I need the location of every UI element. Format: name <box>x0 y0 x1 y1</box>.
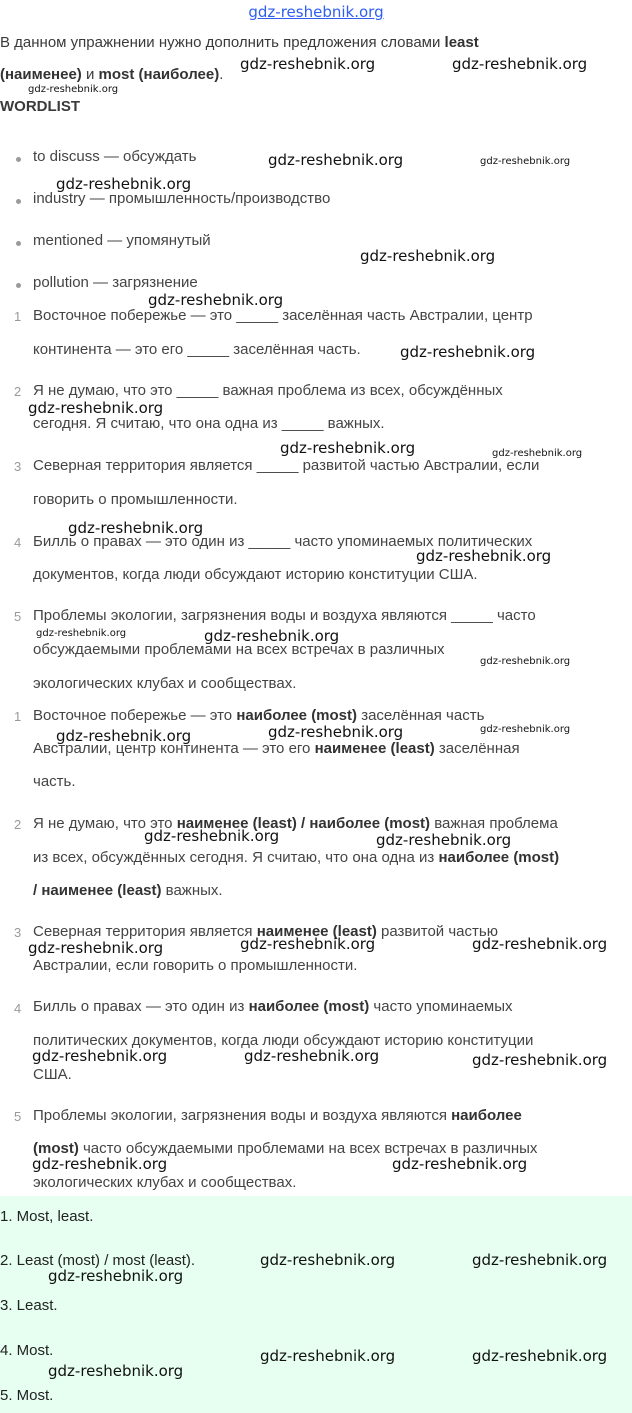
filled-line: политических документов, когда люди обсуждают историю конституции <box>33 1032 534 1049</box>
exercise-line: Восточное побережье — это _____ заселённая часть Австралии, центр <box>33 307 533 324</box>
watermark: gdz-reshebnik.org <box>268 723 404 741</box>
watermark: gdz-reshebnik.org <box>56 175 192 193</box>
intro-line-2 <box>0 66 223 83</box>
filled-line: США. <box>33 1066 72 1083</box>
watermark: gdz-reshebnik.org <box>472 1251 608 1269</box>
exercise-number: 1 <box>14 309 22 324</box>
exercise-number: 5 <box>14 609 22 624</box>
exercise-line: экологических клубах и сообществах. <box>33 675 297 692</box>
filled-number: 1 <box>14 709 22 724</box>
answer-item: 1. Most, least. <box>0 1208 94 1225</box>
wordlist-item: mentioned — упомянутый <box>33 232 211 249</box>
exercise-line: обсуждаемыми проблемами на всех встречах в различных <box>33 641 445 658</box>
watermark: gdz-reshebnik.org <box>472 1347 608 1365</box>
watermark: gdz-reshebnik.org <box>260 1251 396 1269</box>
wordlist-item: to discuss — обсуждать <box>33 148 197 165</box>
watermark: gdz-reshebnik.org <box>32 1155 168 1173</box>
filled-line: Билль о правах — это один из наиболее (most) часто упоминаемых <box>33 998 513 1015</box>
filled-line: Восточное побережье — это наиболее (most) заселённая часть <box>33 707 485 724</box>
watermark: gdz-reshebnik.org <box>36 628 127 639</box>
watermark: gdz-reshebnik.org <box>280 439 416 457</box>
bullet-icon <box>16 157 21 162</box>
watermark: gdz-reshebnik.org <box>240 935 376 953</box>
watermark: gdz-reshebnik.org <box>492 448 583 459</box>
watermark: gdz-reshebnik.org <box>56 727 192 745</box>
watermark: gdz-reshebnik.org <box>472 935 608 953</box>
filled-line: из всех, обсуждённых сегодня. Я считаю, что она одна из наиболее (most) <box>33 849 560 866</box>
answers-panel <box>0 1196 632 1413</box>
intro-line-1 <box>0 34 479 51</box>
watermark: gdz-reshebnik.org <box>28 399 164 417</box>
watermark: gdz-reshebnik.org <box>148 291 284 309</box>
filled-line: экологических клубах и сообществах. <box>33 1174 297 1191</box>
intro-and: и <box>81 66 99 83</box>
watermark: gdz-reshebnik.org <box>480 724 571 735</box>
filled-line: (most) часто обсуждаемыми проблемами на всех встречах в различных <box>33 1140 538 1157</box>
filled-number: 2 <box>14 817 22 832</box>
wordlist-title: WORDLIST <box>0 98 80 115</box>
filled-number: 4 <box>14 1001 22 1016</box>
watermark: gdz-reshebnik.org <box>400 343 536 361</box>
wordlist-item: pollution — загрязнение <box>33 274 198 291</box>
watermark: gdz-reshebnik.org <box>268 151 404 169</box>
bullet-icon <box>16 199 21 204</box>
watermark: gdz-reshebnik.org <box>204 627 340 645</box>
exercise-line: Я не думаю, что это _____ важная проблема из всех, обсуждённых <box>33 382 503 399</box>
watermark: gdz-reshebnik.org <box>32 1047 168 1065</box>
exercise-line: Билль о правах — это один из _____ часто упоминаемых политических <box>33 533 533 550</box>
exercise-line: Северная территория является _____ развитой частью Австралии, если <box>33 457 540 474</box>
watermark: gdz-reshebnik.org <box>28 84 119 95</box>
filled-line: Проблемы экологии, загрязнения воды и воздуха являются наиболее <box>33 1107 522 1124</box>
exercise-line: говорить о промышленности. <box>33 491 238 508</box>
watermark: gdz-reshebnik.org <box>472 1051 608 1069</box>
watermark-top[interactable]: gdz-reshebnik.org <box>248 3 384 21</box>
intro-paren-least: (наименее) <box>0 66 82 83</box>
filled-number: 3 <box>14 925 22 940</box>
intro-most: most <box>98 66 135 83</box>
exercise-line: континента — это его _____ заселённая часть. <box>33 341 361 358</box>
filled-line: Северная территория является наименее (least) развитой частью <box>33 923 498 940</box>
filled-line: Я не думаю, что это наименее (least) / наиболее (most) важная проблема <box>33 815 558 832</box>
watermark: gdz-reshebnik.org <box>360 247 496 265</box>
intro-least: least <box>444 34 479 51</box>
filled-line: / наименее (least) важных. <box>33 882 223 899</box>
filled-number: 5 <box>14 1109 22 1124</box>
watermark: gdz-reshebnik.org <box>480 656 571 667</box>
filled-line: Австралии, центр континента — это его наименее (least) заселённая <box>33 740 520 757</box>
watermark: gdz-reshebnik.org <box>68 519 204 537</box>
watermark: gdz-reshebnik.org <box>376 831 512 849</box>
watermark: gdz-reshebnik.org <box>144 827 280 845</box>
answer-item: 2. Least (most) / most (least). <box>0 1252 196 1269</box>
watermark: gdz-reshebnik.org <box>28 939 164 957</box>
watermark: gdz-reshebnik.org <box>392 1155 528 1173</box>
filled-line: часть. <box>33 773 76 790</box>
intro-paren-most: (наиболее) <box>138 66 220 83</box>
exercise-line: документов, когда люди обсуждают историю конституции США. <box>33 566 478 583</box>
intro-period: . <box>219 66 224 83</box>
exercise-line: сегодня. Я считаю, что она одна из _____ важных. <box>33 415 385 432</box>
filled-line: Австралии, если говорить о промышленности. <box>33 957 358 974</box>
watermark: gdz-reshebnik.org <box>48 1362 184 1380</box>
watermark: gdz-reshebnik.org <box>416 547 552 565</box>
wordlist-item: industry — промышленность/производство <box>33 190 331 207</box>
answer-item: 4. Most. <box>0 1342 54 1359</box>
exercise-number: 2 <box>14 384 22 399</box>
bullet-icon <box>16 241 21 246</box>
watermark: gdz-reshebnik.org <box>480 156 571 167</box>
intro-text: В данном упражнении нужно дополнить предложения словами <box>0 34 445 51</box>
bullet-icon <box>16 283 21 288</box>
exercise-number: 3 <box>14 459 22 474</box>
exercise-line: Проблемы экологии, загрязнения воды и воздуха являются _____ часто <box>33 607 536 624</box>
watermark: gdz-reshebnik.org <box>260 1347 396 1365</box>
watermark: gdz-reshebnik.org <box>244 1047 380 1065</box>
answer-item: 5. Most. <box>0 1387 54 1404</box>
watermark: gdz-reshebnik.org <box>48 1267 184 1285</box>
watermark: gdz-reshebnik.org <box>452 55 588 73</box>
watermark: gdz-reshebnik.org <box>240 55 376 73</box>
exercise-number: 4 <box>14 535 22 550</box>
answer-item: 3. Least. <box>0 1297 58 1314</box>
